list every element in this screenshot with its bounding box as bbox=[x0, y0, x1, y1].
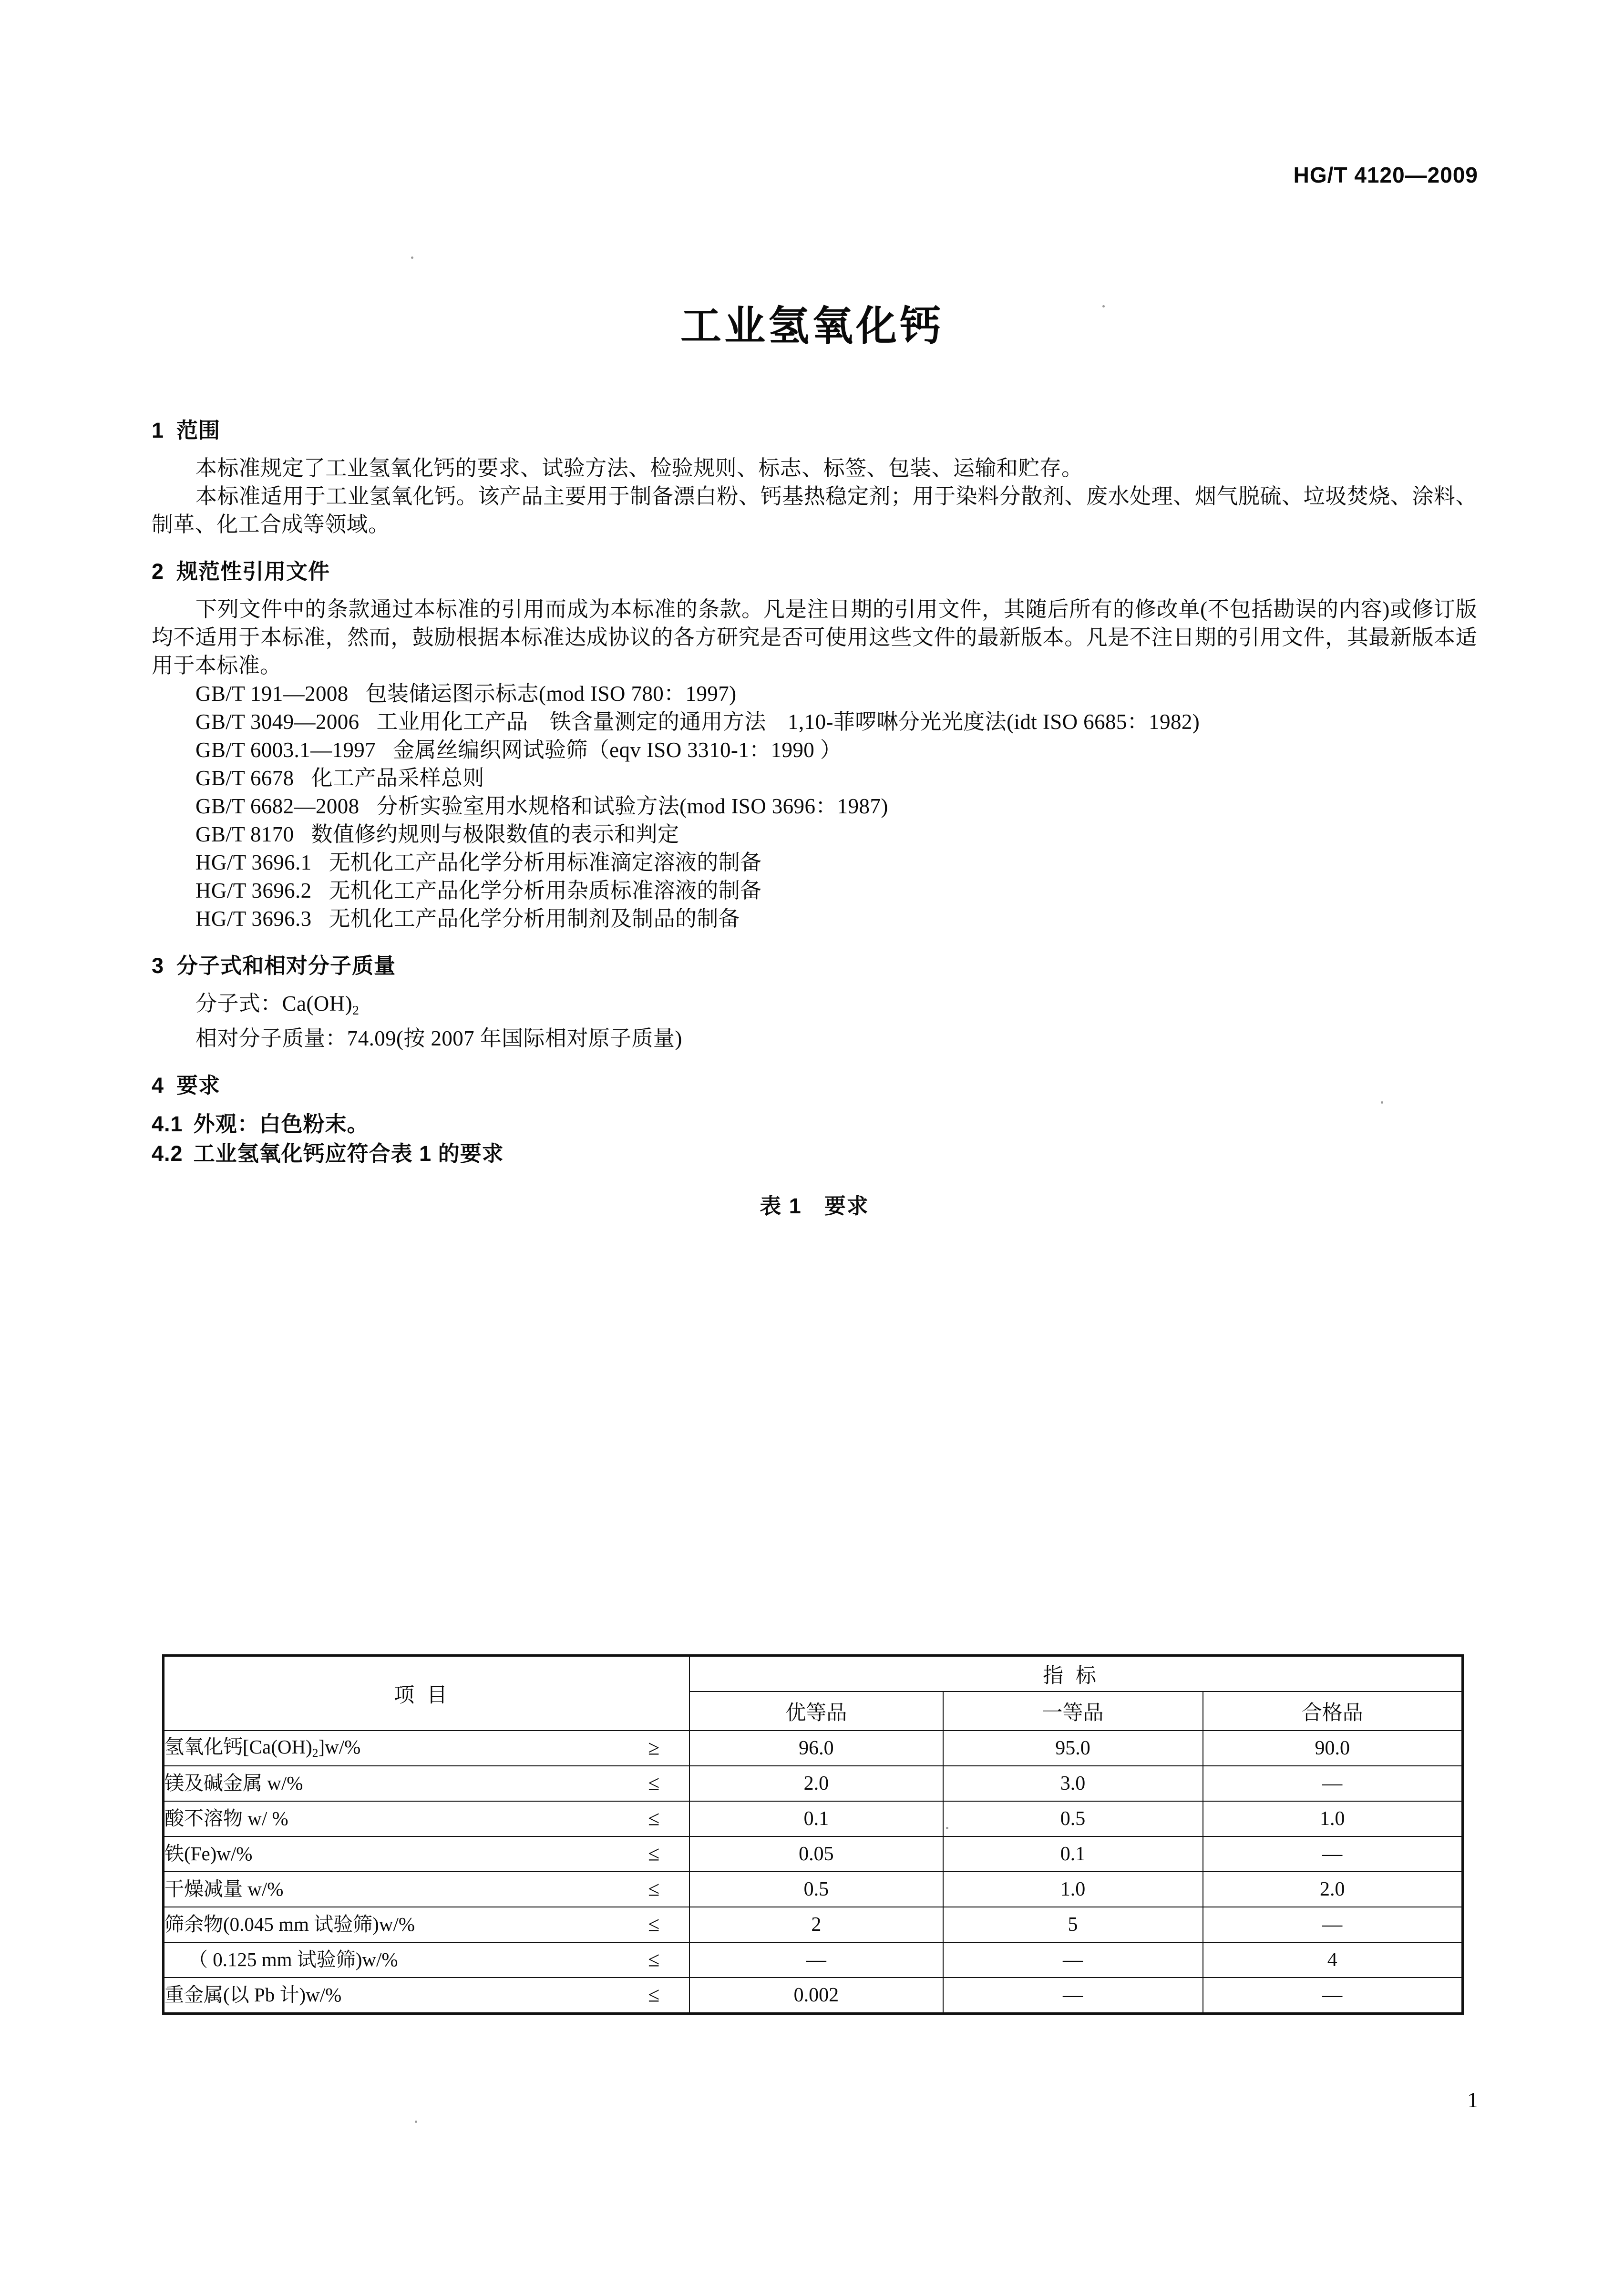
normative-reference-9 bbox=[152, 905, 1477, 933]
item-name-suffix: ]w/% bbox=[318, 1736, 361, 1758]
table-cell-qualified: 90.0 bbox=[1203, 1731, 1463, 1766]
subclause-4-1 bbox=[152, 1109, 1477, 1139]
clause-title-4: 要求 bbox=[176, 1073, 221, 1097]
table-item-label: 酸不溶物 w/ % bbox=[164, 1807, 288, 1830]
table-cell-first: 0.1 bbox=[943, 1836, 1203, 1872]
clause-title-3: 分子式和相对分子质量 bbox=[176, 953, 396, 978]
table-cell-qualified: 1.0 bbox=[1203, 1801, 1463, 1836]
table-row bbox=[164, 1978, 1463, 2014]
table-row bbox=[164, 1942, 1463, 1978]
normative-reference-2 bbox=[152, 708, 1477, 736]
reference-code: HG/T 3696.3 bbox=[195, 907, 312, 931]
clause-number-2: 2 bbox=[152, 559, 164, 584]
reference-title: 包装储运图示标志(mod ISO 780：1997) bbox=[365, 682, 737, 706]
table-cell-first: 0.5 bbox=[943, 1801, 1203, 1836]
table-body bbox=[164, 1731, 1463, 2014]
reference-title: 工业用化工产品 铁含量测定的通用方法 1,10-菲啰啉分光光度法(idt ISO 6685：1982) bbox=[376, 710, 1200, 734]
table-item-inequality-sign: ≤ bbox=[648, 1948, 660, 1971]
table-header-item: 项目 bbox=[164, 1656, 690, 1731]
table-cell-qualified: 2.0 bbox=[1203, 1872, 1463, 1907]
table-item-label: 重金属(以 Pb 计)w/% bbox=[164, 1984, 342, 2006]
clause-number-3: 3 bbox=[152, 953, 164, 978]
item-name-subscript: 2 bbox=[312, 1746, 319, 1760]
table-cell-first: — bbox=[943, 1942, 1203, 1978]
table-item-label: 干燥减量 w/% bbox=[164, 1878, 284, 1900]
normative-reference-1 bbox=[152, 680, 1477, 708]
table-cell-qualified: 4 bbox=[1203, 1942, 1463, 1978]
table-cell-item bbox=[164, 1978, 690, 2014]
table-cell-premium: 0.5 bbox=[689, 1872, 943, 1907]
clause-heading-3 bbox=[152, 955, 1477, 976]
normative-reference-3 bbox=[152, 736, 1477, 764]
subclause-number-4-2: 4.2 bbox=[152, 1141, 183, 1166]
clause-title-1: 范围 bbox=[176, 418, 221, 442]
table-cell-item bbox=[164, 1942, 690, 1978]
reference-title: 数值修约规则与极限数值的表示和判定 bbox=[311, 822, 679, 846]
table-item-label: 筛余物(0.045 mm 试验筛)w/% bbox=[164, 1913, 415, 1936]
table-head bbox=[164, 1656, 1463, 1731]
table-cell-item bbox=[164, 1766, 690, 1801]
reference-code: HG/T 3696.2 bbox=[195, 879, 312, 902]
table-item-inequality-sign: ≤ bbox=[648, 1806, 660, 1830]
table-caption: 表 1 要求 bbox=[760, 1193, 869, 1218]
scan-speck bbox=[1102, 305, 1105, 308]
relative-molecular-mass-line: 相对分子质量：74.09(按 2007 年国际相对原子质量) bbox=[195, 1026, 682, 1050]
table-header-grade-first: 一等品 bbox=[943, 1691, 1203, 1731]
table-item-label bbox=[164, 1736, 523, 1760]
subclause-number-4-1: 4.1 bbox=[152, 1111, 183, 1136]
normative-reference-6 bbox=[152, 820, 1477, 849]
subclause-text-4-1: 外观：白色粉末。 bbox=[193, 1111, 369, 1136]
table-header-index: 指标 bbox=[689, 1656, 1462, 1692]
table-header-grade-premium: 优等品 bbox=[689, 1691, 943, 1731]
table-cell-first: 95.0 bbox=[943, 1731, 1203, 1766]
scan-speck bbox=[411, 256, 413, 259]
scan-speck bbox=[1381, 1101, 1383, 1104]
table-cell-premium: 2 bbox=[689, 1907, 943, 1942]
table-cell-qualified: — bbox=[1203, 1836, 1463, 1872]
table-cell-item bbox=[164, 1836, 690, 1872]
table-cell-premium: 0.002 bbox=[689, 1978, 943, 2014]
table-header-row-1 bbox=[164, 1656, 1463, 1692]
table-item-inequality-sign: ≥ bbox=[648, 1736, 660, 1760]
table-item-label: 镁及碱金属 w/% bbox=[164, 1772, 303, 1794]
table-item-label: 铁(Fe)w/% bbox=[164, 1843, 253, 1865]
molecular-formula-subscript: 2 bbox=[352, 1003, 360, 1018]
table-item-inequality-sign: ≤ bbox=[648, 1877, 660, 1901]
reference-code: GB/T 6682—2008 bbox=[195, 794, 360, 818]
table-cell-first: — bbox=[943, 1978, 1203, 2014]
molecular-formula-text: 分子式：Ca(OH) bbox=[195, 992, 352, 1015]
document-body bbox=[152, 420, 1477, 1220]
reference-title: 无机化工产品化学分析用杂质标准溶液的制备 bbox=[329, 879, 762, 902]
normative-reference-8 bbox=[152, 877, 1477, 905]
reference-title: 无机化工产品化学分析用标准滴定溶液的制备 bbox=[329, 851, 762, 874]
reference-code: HG/T 3696.1 bbox=[195, 851, 312, 874]
table-cell-qualified: — bbox=[1203, 1766, 1463, 1801]
table-item-inequality-sign: ≤ bbox=[648, 1912, 660, 1936]
normative-reference-4 bbox=[152, 764, 1477, 792]
clause-heading-2 bbox=[152, 561, 1477, 582]
clause-1-paragraph-1: 本标准规定了工业氢氧化钙的要求、试验方法、检验规则、标志、标签、包装、运输和贮存。 bbox=[195, 456, 1083, 480]
running-header-standard-number: HG/T 4120—2009 bbox=[1293, 163, 1478, 187]
table-cell-premium: 96.0 bbox=[689, 1731, 943, 1766]
table-cell-qualified: — bbox=[1203, 1978, 1463, 2014]
item-name-prefix: 氢氧化钙[Ca(OH) bbox=[164, 1736, 312, 1758]
table-cell-qualified: — bbox=[1203, 1907, 1463, 1942]
table-cell-first: 5 bbox=[943, 1907, 1203, 1942]
reference-title: 无机化工产品化学分析用制剂及制品的制备 bbox=[329, 907, 740, 931]
document-title: 工业氢氧化钙 bbox=[680, 303, 944, 349]
reference-title: 化工产品采样总则 bbox=[311, 766, 484, 790]
table-cell-premium: 0.1 bbox=[689, 1801, 943, 1836]
table-cell-item bbox=[164, 1872, 690, 1907]
clause-heading-1 bbox=[152, 420, 1477, 441]
table-cell-premium: 2.0 bbox=[689, 1766, 943, 1801]
table-item-inequality-sign: ≤ bbox=[648, 1771, 660, 1795]
table-row bbox=[164, 1801, 1463, 1836]
reference-code: GB/T 8170 bbox=[195, 822, 294, 846]
clause-heading-4 bbox=[152, 1075, 1477, 1096]
molecular-formula-line bbox=[152, 990, 1477, 1025]
clause-title-2: 规范性引用文件 bbox=[176, 559, 330, 584]
table-row bbox=[164, 1731, 1463, 1766]
reference-code: GB/T 6678 bbox=[195, 766, 294, 790]
requirements-table bbox=[162, 1654, 1464, 2015]
table-row bbox=[164, 1766, 1463, 1801]
reference-code: GB/T 3049—2006 bbox=[195, 710, 360, 734]
table-cell-item bbox=[164, 1731, 690, 1766]
table-cell-item bbox=[164, 1907, 690, 1942]
normative-reference-7 bbox=[152, 849, 1477, 877]
reference-code: GB/T 6003.1—1997 bbox=[195, 738, 376, 762]
clause-number-1: 1 bbox=[152, 418, 164, 442]
reference-code: GB/T 191—2008 bbox=[195, 682, 349, 706]
scan-speck bbox=[415, 2121, 417, 2123]
clause-1-paragraph-2: 本标准适用于工业氢氧化钙。该产品主要用于制备漂白粉、钙基热稳定剂；用于染料分散剂、废水处理、烟气脱硫、垃圾焚烧、涂料、制革、化工合成等领域。 bbox=[152, 484, 1477, 536]
scan-speck bbox=[946, 1827, 948, 1829]
table-row bbox=[164, 1872, 1463, 1907]
reference-title: 金属丝编织网试验筛（eqv ISO 3310-1：1990 ） bbox=[393, 738, 842, 762]
table-row bbox=[164, 1836, 1463, 1872]
clause-2-paragraph-1: 下列文件中的条款通过本标准的引用而成为本标准的条款。凡是注日期的引用文件，其随后所有的修改单(不包括勘误的内容)或修订版均不适用于本标准，然而，鼓励根据本标准达成协议的各方研究是否可使用这些文件的最新版本。凡是不注日期的引用文件，其最新版本适用于本标准。 bbox=[152, 597, 1477, 677]
table-cell-premium: — bbox=[689, 1942, 943, 1978]
table-header-grade-qualified: 合格品 bbox=[1203, 1691, 1463, 1731]
table-row bbox=[164, 1907, 1463, 1942]
table-cell-premium: 0.05 bbox=[689, 1836, 943, 1872]
table-cell-item bbox=[164, 1801, 690, 1836]
subclause-4-2 bbox=[152, 1139, 1477, 1169]
table-item-inequality-sign: ≤ bbox=[648, 1842, 660, 1866]
table-cell-first: 1.0 bbox=[943, 1872, 1203, 1907]
table-item-label: （ 0.125 mm 试验筛)w/% bbox=[188, 1948, 398, 1971]
table-cell-first: 3.0 bbox=[943, 1766, 1203, 1801]
subclause-text-4-2: 工业氢氧化钙应符合表 1 的要求 bbox=[193, 1141, 504, 1166]
normative-reference-5 bbox=[152, 792, 1477, 820]
requirements-table-container bbox=[162, 1654, 1464, 2015]
table-item-inequality-sign: ≤ bbox=[648, 1983, 660, 2007]
page-number: 1 bbox=[1467, 2088, 1478, 2112]
reference-title: 分析实验室用水规格和试验方法(mod ISO 3696：1987) bbox=[376, 794, 888, 818]
clause-number-4: 4 bbox=[152, 1073, 164, 1097]
